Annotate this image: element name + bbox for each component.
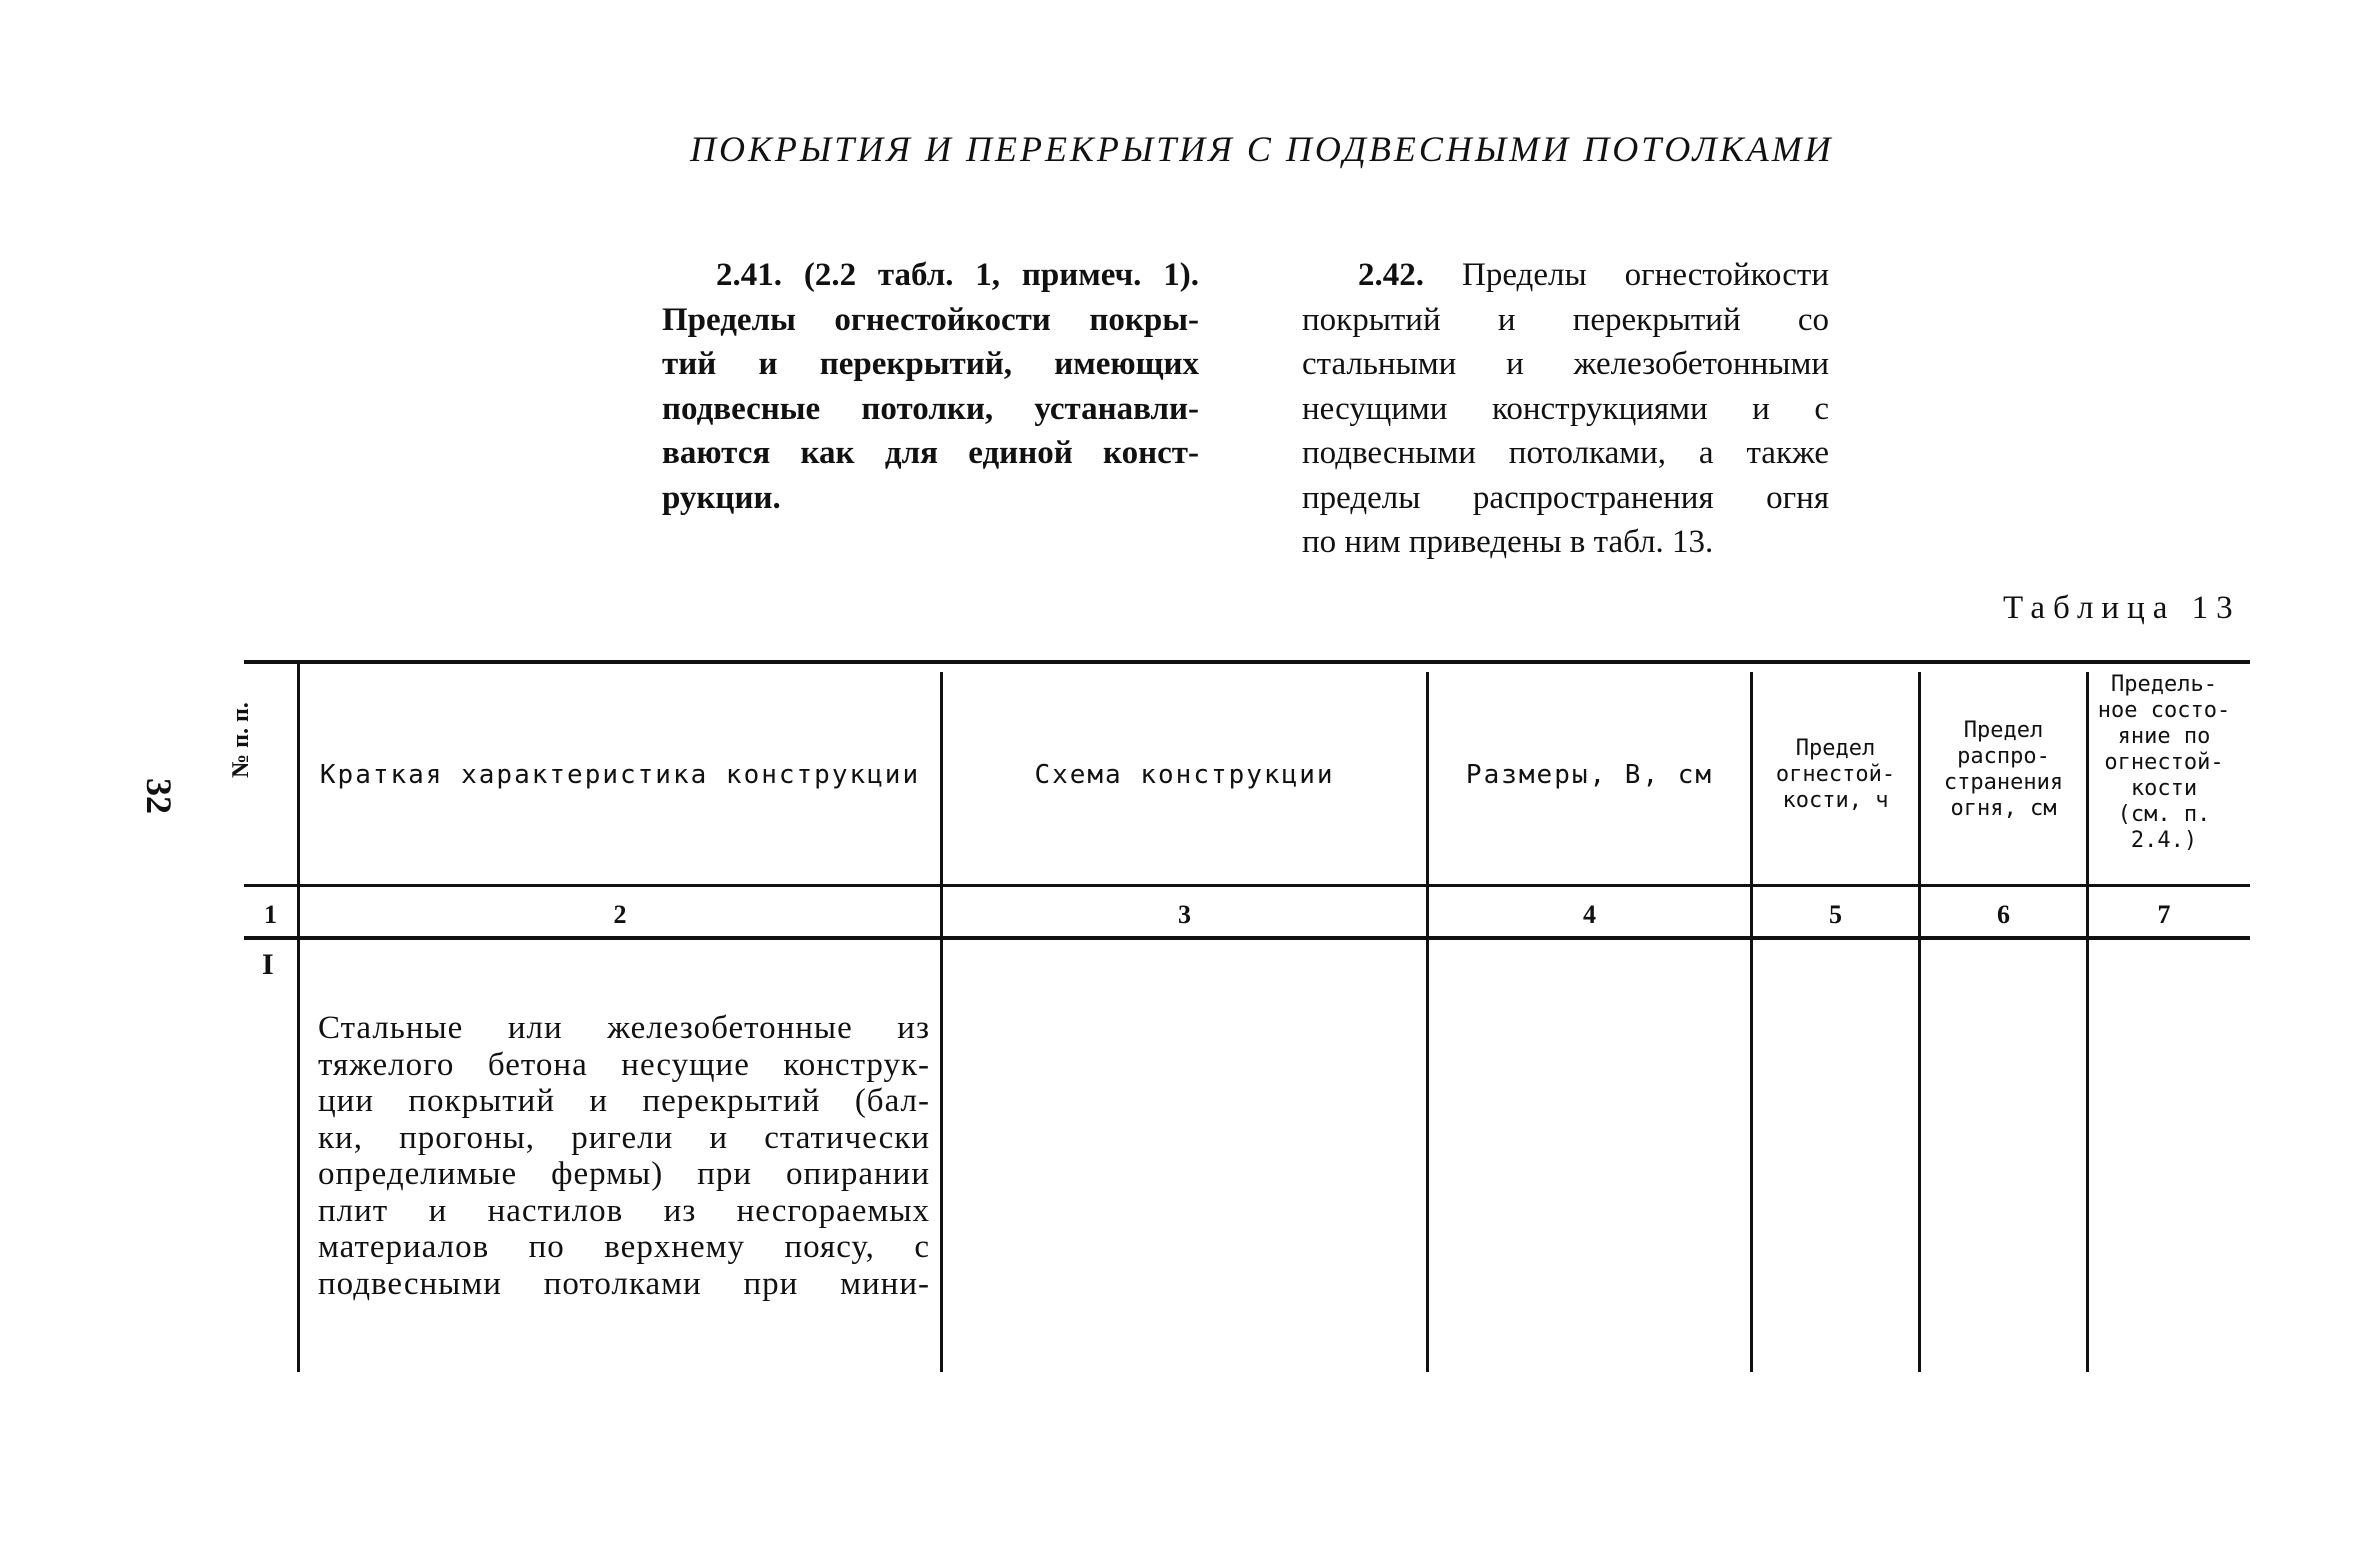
row-description [318,1010,930,1302]
header-line: кости [2130,776,2198,801]
description-line: Стальные или железобетонные из [318,1010,930,1046]
section-title: ПОКРЫТИЯ И ПЕРЕКРЫТИЯ С ПОДВЕСНЫМИ ПОТОЛКАМИ [690,129,1834,169]
column-number: 1 [264,900,277,929]
header-line: Предель- [2111,672,2217,697]
paragraph-line: по ним приведены в табл. 13. [1302,524,1714,560]
col6-header [1921,718,2086,822]
header-line: ное состо- [2097,698,2231,723]
header-line: огнестой- [2104,750,2224,775]
description-line: ции покрытий и перекрытий (бал- [318,1083,930,1119]
page-number: 32 [139,778,179,814]
paragraph-line: стальными и железобетонными [1302,346,1829,382]
row-number: I [262,948,274,981]
header-line: (см. п. [2117,802,2211,827]
description-line: определимые фермы) при опирании [318,1156,930,1192]
header-line: огня, см [1950,796,2057,821]
column-number: 6 [1997,900,2010,929]
description-line: плит и настилов из несгораемых [318,1192,930,1229]
column-number: 5 [1829,900,1842,929]
paragraph-line: подвесными потолками, а также [1302,435,1829,471]
paragraph-line: покрытий и перекрытий со [1302,301,1829,338]
col5-header [1753,736,1918,814]
paragraph-line: пределы распространения огня [1302,479,1829,516]
paragraph-line: Пределы огнестойкости покры- [662,301,1199,338]
description-line: тяжелого бетона несущие конструк- [318,1046,930,1083]
col7-header [2089,672,2239,854]
paragraph-line: 2.41. (2.2 табл. 1, примеч. 1). [716,257,1199,293]
paragraph-line: рукции. [662,479,781,516]
column-number: 2 [613,900,627,929]
description-line: ки, прогоны, ригели и статически [318,1119,930,1156]
paragraph-line: тий и перекрытий, имеющих [662,346,1199,382]
header-line: огнестой- [1775,762,1896,787]
header-line: кости, ч [1782,788,1889,813]
paragraph-line: подвесные потолки, устанавли- [662,390,1199,427]
col4-header: Размеры, B, см [1465,760,1714,790]
paragraph-2-42 [1302,253,1829,565]
paragraph-line: Пределы огнестойкости [1462,257,1829,293]
paragraph-line: ваются как для единой конст- [662,435,1199,471]
description-line: подвесными потолками при мини- [318,1265,930,1302]
colnum-bottom-rule [244,936,2250,940]
column-number: 7 [2157,900,2171,929]
header-line: Предел [1963,718,2044,743]
description-line: материалов по верхнему поясу, с [318,1229,930,1265]
paragraph-line: несущими конструкциями и с [1302,390,1829,427]
col1-header: № п. п. [228,702,254,778]
header-line: странения [1943,770,2064,795]
paragraph-first-line [1302,253,1829,298]
header-line: 2.4.) [2130,828,2198,853]
header-line: яние по [2117,724,2211,749]
column-number: 3 [1178,900,1191,929]
col3-header: Схема конструкции [1034,760,1335,790]
col2-header: Краткая характеристика конструкции [319,760,921,790]
header-line: распро- [1957,744,2050,769]
paragraph-2-41 [662,253,1199,520]
header-bottom-rule [244,884,2250,887]
table-label: Таблица 13 [2003,590,2241,626]
header-line: Предел [1795,736,1876,761]
column-number: 4 [1583,900,1596,929]
table-top-rule [244,660,2250,664]
paragraph-number: 2.42. [1358,257,1424,293]
